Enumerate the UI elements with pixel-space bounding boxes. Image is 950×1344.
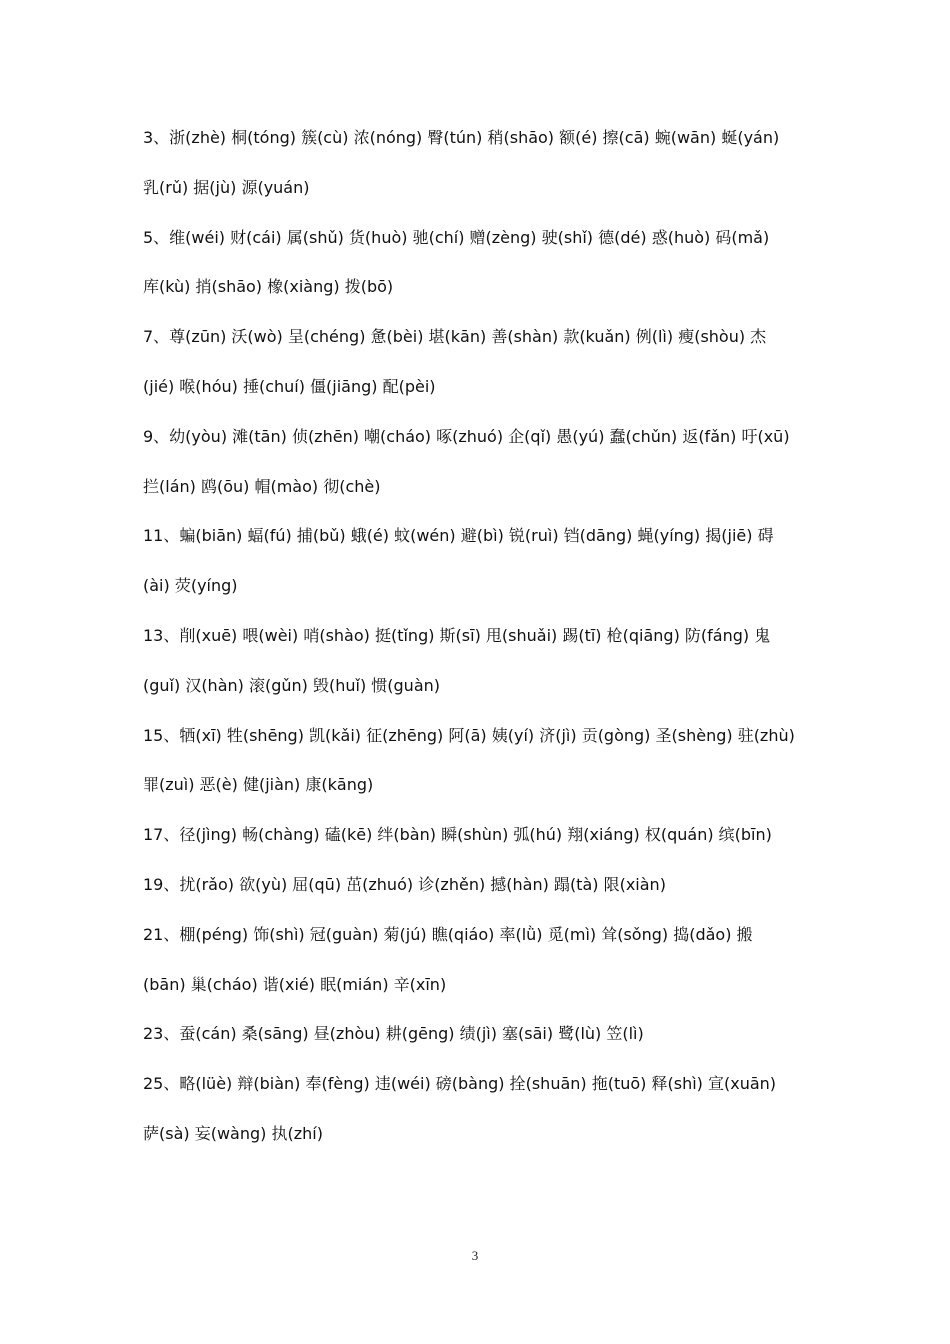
vocabulary-line: 库(kù) 捎(shāo) 橡(xiàng) 拨(bō) xyxy=(143,277,394,297)
vocabulary-line: 罪(zuì) 恶(è) 健(jiàn) 康(kāng) xyxy=(143,775,374,795)
vocabulary-line: 23、蚕(cán) 桑(sāng) 昼(zhòu) 耕(gēng) 绩(jì) 塞(sāi) 鹭(lù) 笠(lì) xyxy=(143,1024,644,1044)
vocabulary-line: (bān) 巢(cháo) 谐(xié) 眠(mián) 辛(xīn) xyxy=(143,974,447,994)
vocabulary-line: 7、尊(zūn) 沃(wò) 呈(chéng) 惫(bèi) 堪(kān) 善(shàn) 款(kuǎn) 例(lì) 瘦(shòu) 杰 xyxy=(143,327,767,347)
vocabulary-line: 17、径(jìng) 畅(chàng) 磕(kē) 绊(bàn) 瞬(shùn) 弧(hú) 翔(xiáng) 权(quán) 缤(bīn) xyxy=(143,825,772,845)
vocabulary-line: 15、牺(xī) 牲(shēng) 凯(kǎi) 征(zhēng) 阿(ā) 姨(yí) 济(jì) 贡(gòng) 圣(shèng) 驻(zhù) xyxy=(143,725,795,745)
vocabulary-line: 19、扰(rǎo) 欲(yù) 屈(qū) 茁(zhuó) 诊(zhěn) 撼(hàn) 蹋(tà) 限(xiàn) xyxy=(143,874,666,894)
vocabulary-line: 11、蝙(biān) 蝠(fú) 捕(bǔ) 蛾(é) 蚊(wén) 避(bì) 锐(ruì) 铛(dāng) 蝇(yíng) 揭(jiē) 碍 xyxy=(143,526,774,546)
vocabulary-line: 乳(rǔ) 据(jù) 源(yuán) xyxy=(143,177,310,197)
vocabulary-line: (guǐ) 汉(hàn) 滚(gǔn) 毁(huǐ) 惯(guàn) xyxy=(143,675,441,695)
vocabulary-line: 萨(sà) 妄(wàng) 执(zhí) xyxy=(143,1123,323,1143)
page-number: 3 xyxy=(471,1248,479,1263)
vocabulary-line: 25、略(lüè) 辩(biàn) 奉(fèng) 违(wéi) 磅(bàng) 拴(shuān) 拖(tuō) 释(shì) 宣(xuān) xyxy=(143,1074,777,1094)
vocabulary-line: 3、浙(zhè) 桐(tóng) 簇(cù) 浓(nóng) 臀(tún) 稍(shāo) 额(é) 擦(cā) 蜿(wān) 蜒(yán) xyxy=(143,128,780,147)
vocabulary-line: 9、幼(yòu) 滩(tān) 侦(zhēn) 嘲(cháo) 啄(zhuó) 企(qǐ) 愚(yú) 蠢(chǔn) 返(fǎn) 吁(xū) xyxy=(143,426,790,446)
vocabulary-line: 21、棚(péng) 饰(shì) 冠(guàn) 菊(jú) 瞧(qiáo) 率(lǜ) 觅(mì) 耸(sǒng) 捣(dǎo) 搬 xyxy=(143,924,753,944)
vocabulary-line: 13、削(xuē) 喂(wèi) 哨(shào) 挺(tǐng) 斯(sī) 甩(shuǎi) 踢(tī) 枪(qiāng) 防(fáng) 鬼 xyxy=(143,625,771,645)
vocabulary-list xyxy=(143,124,823,1170)
vocabulary-line: 5、维(wéi) 财(cái) 属(shǔ) 货(huò) 驰(chí) 赠(zèng) 驶(shǐ) 德(dé) 惑(huò) 码(mǎ) xyxy=(143,227,770,247)
vocabulary-line: (ài) 荧(yíng) xyxy=(143,576,238,596)
vocabulary-line: (jié) 喉(hóu) 捶(chuí) 僵(jiāng) 配(pèi) xyxy=(143,376,436,396)
vocabulary-line: 拦(lán) 鸥(ōu) 帽(mào) 彻(chè) xyxy=(143,476,381,496)
